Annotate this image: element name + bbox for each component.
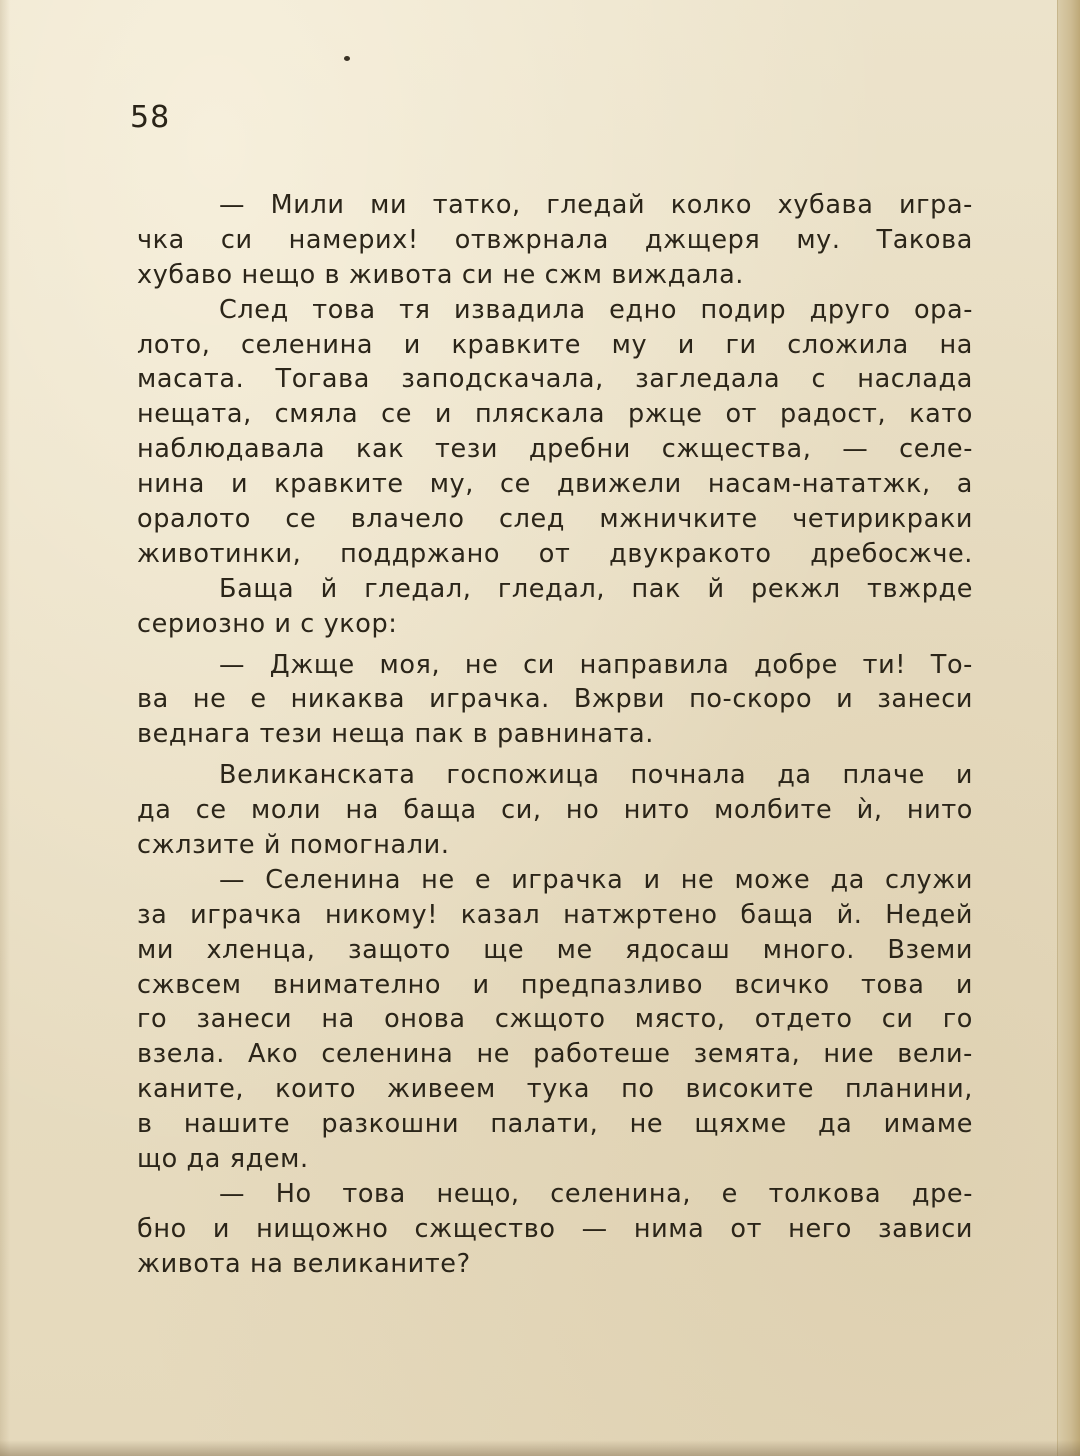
page-number: 58: [130, 100, 171, 135]
text-line: животинки, поддржано от двукракото дребосжче.: [137, 538, 973, 569]
text-line: лото, селенина и кравките му и ги сложила на: [137, 329, 973, 360]
page-fold-shadow: [0, 0, 10, 1456]
text-line: Баща й гледал, гледал, пак й рекжл твжрде: [219, 573, 973, 604]
text-line: — Мили ми татко, гледай колко хубава игра-: [219, 190, 973, 220]
text-line: — Джще моя, не си направила добре ти! То-: [219, 649, 973, 680]
text-line: бно и нищожно сжщество — нима от него зависи: [137, 1213, 973, 1244]
text-line: в нашите разкошни палати, не щяхме да имаме: [137, 1109, 973, 1140]
text-line: ва не е никаква играчка. Вжрви по-скоро и занеси: [137, 684, 973, 715]
paragraph: [137, 293, 973, 572]
paragraph: [137, 188, 973, 293]
paragraph: [137, 572, 973, 642]
text-line: каните, които живеем тука по високите планини,: [137, 1074, 973, 1105]
paragraph: [137, 758, 973, 863]
text-line: го занеси на онова сжщото място, отдето си го: [137, 1004, 973, 1035]
text-line: взела. Ако селенина не работеше земята, ние вели-: [137, 1039, 973, 1070]
page-bottom-edge: [0, 1440, 1080, 1456]
paragraph: [137, 863, 973, 1177]
text-line: живота на великаните?: [137, 1248, 471, 1279]
text-line: нещата, смяла се и пляскала ржце от радост, като: [137, 399, 973, 430]
text-line: Великанската госпожица почнала да плаче и: [219, 760, 973, 791]
text-line: хубаво нещо в живота си не сжм виждала.: [137, 259, 745, 290]
text-line: за играчка никому! казал натжртено баща й. Недей: [137, 899, 973, 930]
ink-speck: [344, 56, 350, 61]
text-line: що да ядем.: [137, 1144, 309, 1175]
text-line: масата. Тогава заподскачала, загледала с наслада: [137, 364, 973, 395]
text-line: сжвсем внимателно и предпазливо всичко това и: [137, 969, 973, 1000]
paragraph: [137, 1177, 973, 1282]
page-right-edge: [1057, 0, 1080, 1456]
text-line: — Но това нещо, селенина, е толкова дре-: [219, 1178, 973, 1209]
text-line: ми хленца, защото ще ме ядосаш много. Вземи: [137, 934, 973, 965]
paragraph: [137, 648, 973, 753]
text-line: наблюдавала как тези дребни сжщества, — селе-: [137, 434, 973, 465]
body-text: [137, 188, 973, 1282]
text-line: нина и кравките му, се движели насам-нататжк, а: [137, 469, 973, 500]
text-line: оралото се влачело след мжничките четирикраки: [137, 504, 973, 535]
text-line: чка си намерих! отвжрнала джщеря му. Такова: [137, 224, 973, 255]
text-line: сериозно и с укор:: [137, 608, 398, 639]
text-line: сжлзите й помогнали.: [137, 830, 450, 861]
text-line: След това тя извадила едно подир друго ора-: [219, 294, 973, 325]
text-line: да се моли на баща си, но нито молбите ѝ, нито: [137, 795, 973, 826]
text-line: веднага тези неща пак в равнината.: [137, 719, 654, 750]
text-line: — Селенина не е играчка и не може да служи: [219, 864, 973, 895]
